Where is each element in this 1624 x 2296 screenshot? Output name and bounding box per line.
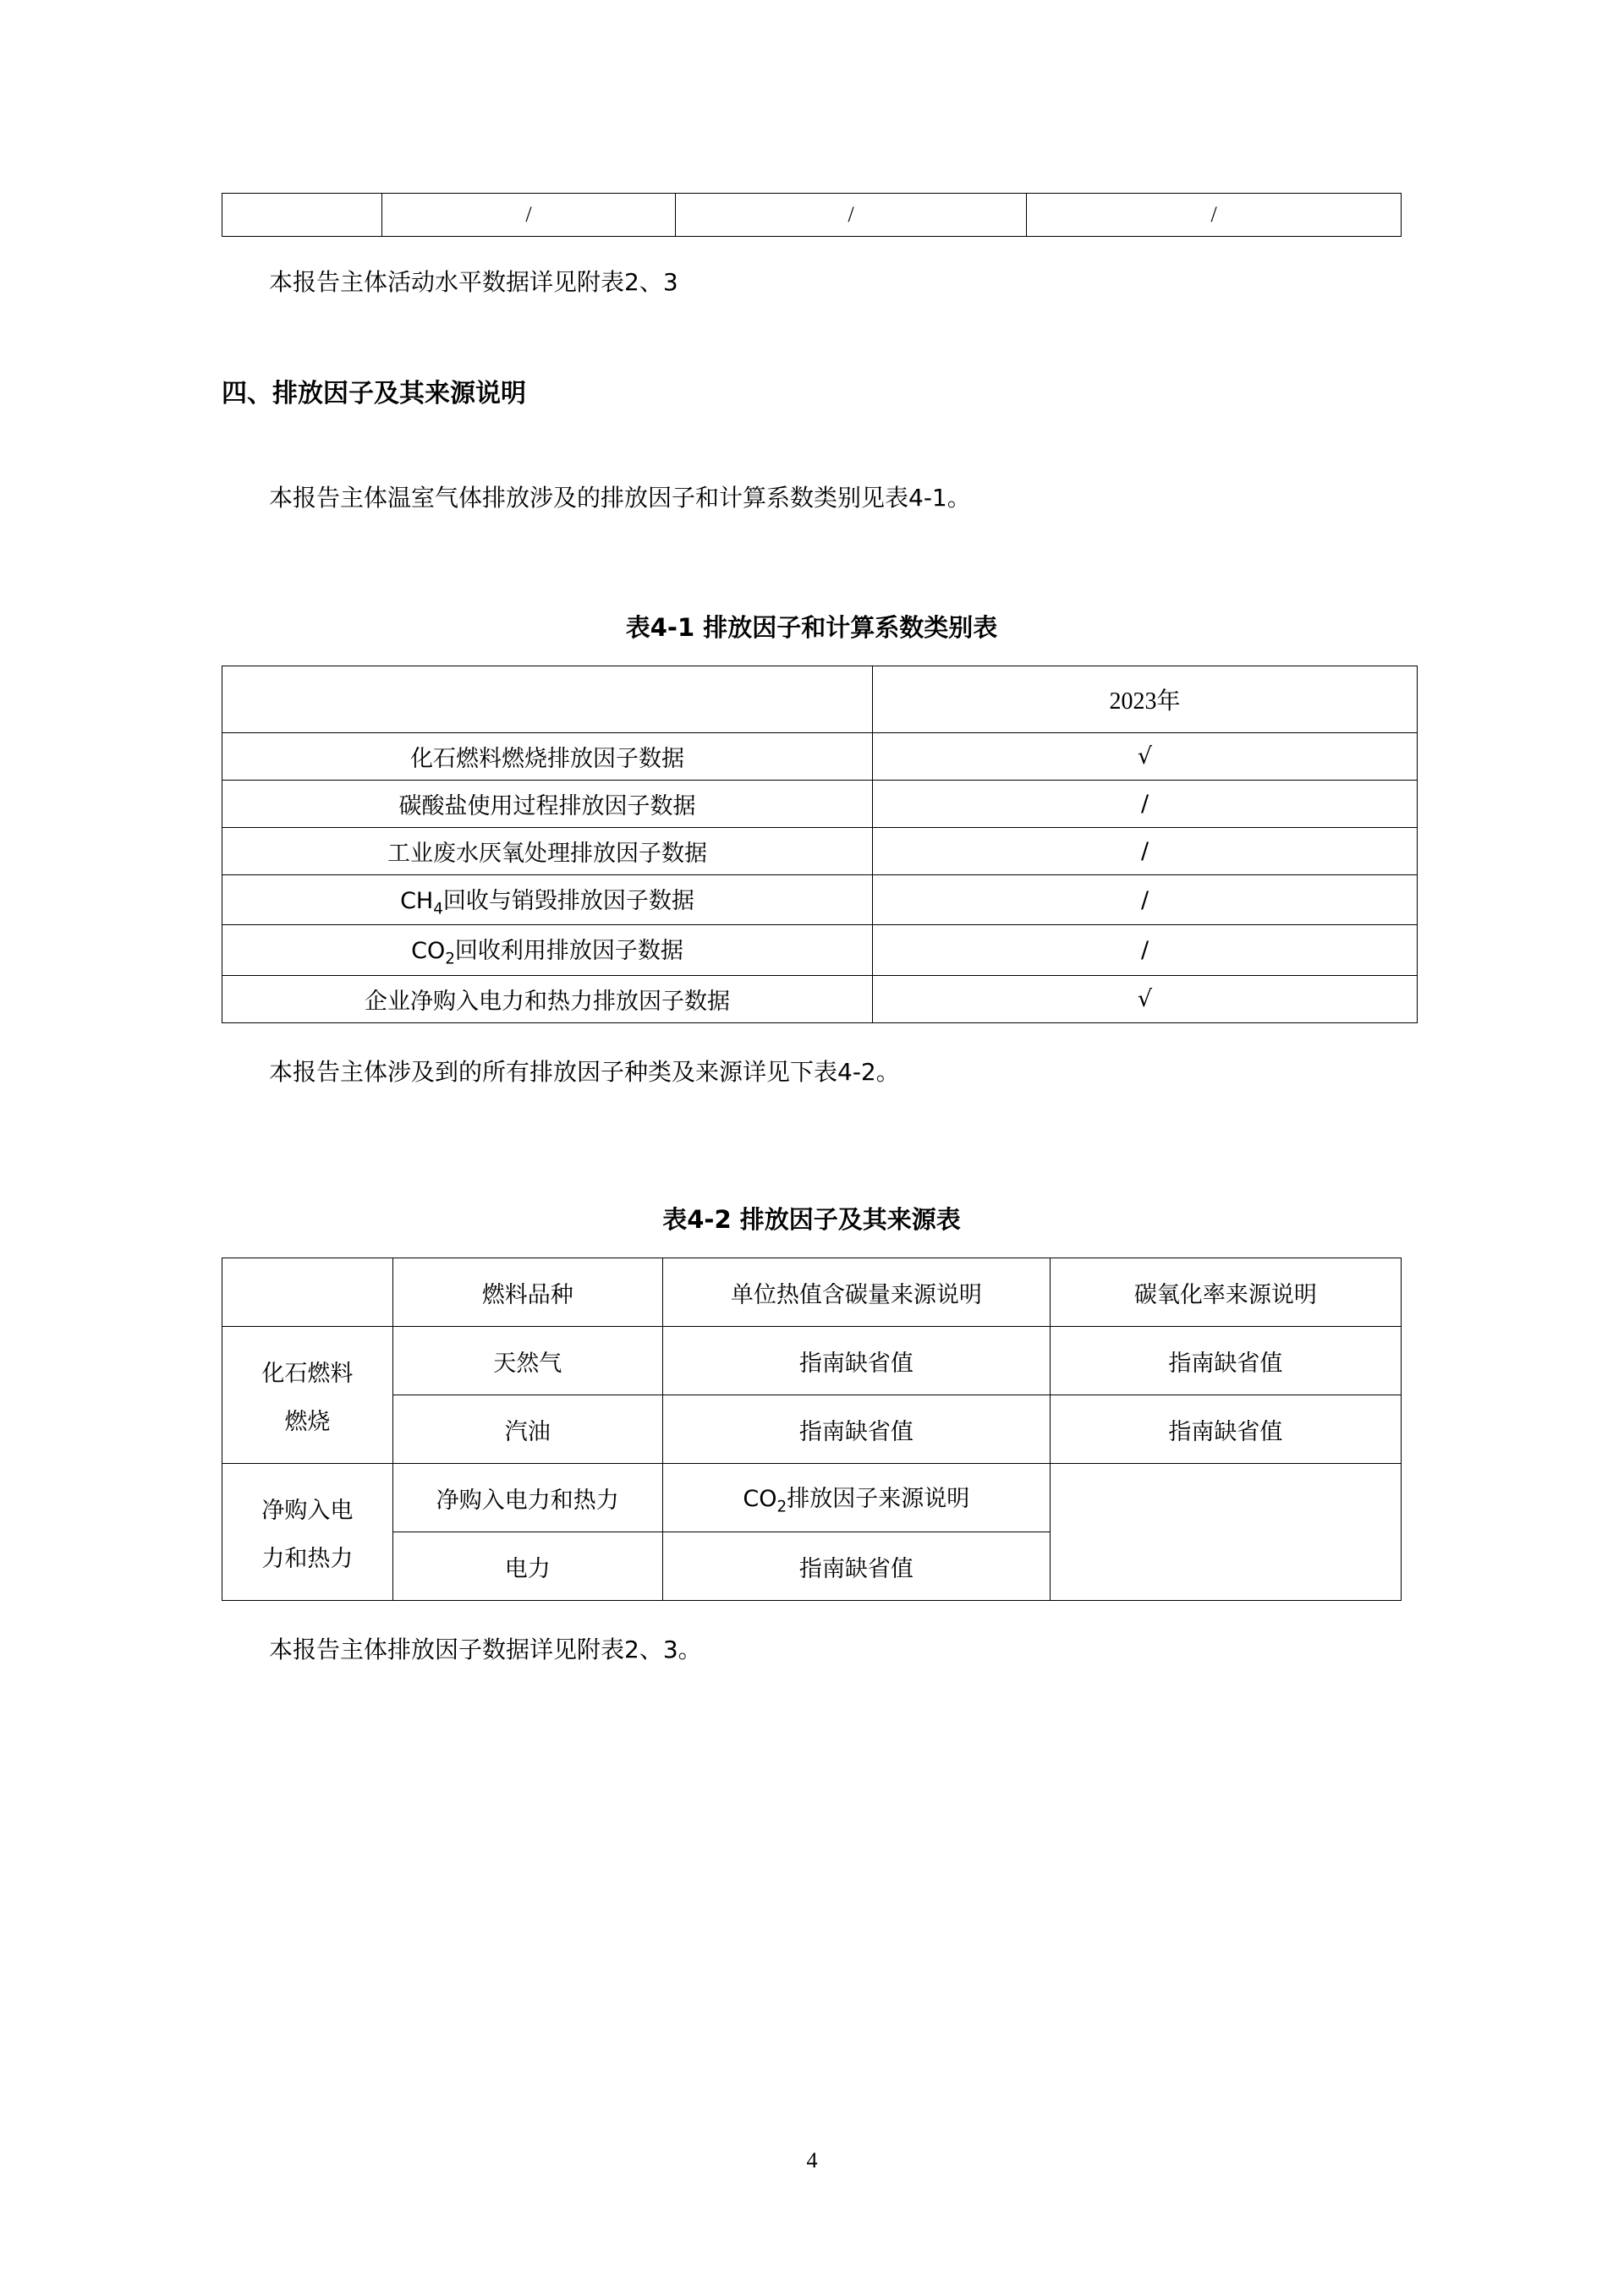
header-cell-carbon-content-source: 单位热值含碳量来源说明 — [662, 1258, 1050, 1327]
row-value-ch4-recovery: / — [873, 875, 1418, 925]
cell-slash-2: / — [675, 194, 1026, 237]
cell-carbon-source-natural-gas: 指南缺省值 — [662, 1327, 1050, 1395]
group-label-fossil-fuel-combustion — [222, 1327, 393, 1464]
ch4-base: CH — [400, 888, 434, 914]
table-row — [222, 194, 1402, 237]
row-label-ch4-recovery — [222, 875, 873, 925]
header-cell-oxidation-rate-source: 碳氧化率来源说明 — [1050, 1258, 1401, 1327]
table-row-header — [222, 1258, 1402, 1327]
table-row — [222, 1327, 1402, 1395]
header-cell-year: 2023年 — [873, 666, 1418, 733]
table-emission-factor-categories — [222, 666, 1418, 1023]
table41-caption: 表4-1 排放因子和计算系数类别表 — [625, 613, 998, 642]
cell-empty — [222, 194, 382, 237]
row-label-carbonate-use: 碳酸盐使用过程排放因子数据 — [222, 781, 873, 828]
row-label-wastewater-anaerobic: 工业废水厌氧处理排放因子数据 — [222, 828, 873, 875]
note-factor-data: 本报告主体排放因子数据详见附表2、3。 — [269, 1636, 702, 1663]
cell-oxidation-source-empty — [1050, 1464, 1401, 1601]
page-number: 4 — [806, 2148, 818, 2173]
cell-fuel-purchased-power-heat: 净购入电力和热力 — [392, 1464, 662, 1532]
cell-oxidation-source-natural-gas: 指南缺省值 — [1050, 1327, 1401, 1395]
header-cell-fuel-type: 燃料品种 — [392, 1258, 662, 1327]
cell-carbon-source-co2 — [662, 1464, 1050, 1532]
group-label-line2: 燃烧 — [284, 1408, 331, 1435]
section-heading: 四、排放因子及其来源说明 — [222, 379, 526, 408]
row-value-wastewater-anaerobic: / — [873, 828, 1418, 875]
paragraph-intro: 本报告主体温室气体排放涉及的排放因子和计算系数类别见表4-1。 — [269, 484, 971, 512]
cell-fuel-natural-gas: 天然气 — [392, 1327, 662, 1395]
row-label-purchased-power-heat: 企业净购入电力和热力排放因子数据 — [222, 975, 873, 1022]
table-row — [222, 1464, 1402, 1532]
row-label-co2-recovery — [222, 925, 873, 975]
cell-oxidation-source-gasoline: 指南缺省值 — [1050, 1395, 1401, 1464]
row-value-fossil-fuel-combustion: √ — [873, 733, 1418, 781]
table-row — [222, 781, 1418, 828]
table42-block — [222, 1201, 1406, 1670]
cell-carbon-source-electricity: 指南缺省值 — [662, 1532, 1050, 1601]
co2-subscript: 2 — [776, 1498, 787, 1516]
co2-base: CO — [411, 938, 446, 965]
ch4-subscript: 4 — [433, 900, 443, 918]
continued-table — [222, 193, 1402, 237]
co2-rest: 回收利用排放因子数据 — [454, 938, 683, 965]
cell-carbon-source-gasoline: 指南缺省值 — [662, 1395, 1050, 1464]
cell-slash-1: / — [382, 194, 676, 237]
table-row — [222, 733, 1418, 781]
co2-rest: 排放因子来源说明 — [787, 1485, 970, 1512]
header-cell-blank — [222, 666, 873, 733]
group-label-line1: 化石燃料 — [261, 1360, 354, 1387]
row-value-co2-recovery: / — [873, 925, 1418, 975]
table-row — [222, 975, 1418, 1022]
cell-slash-3: / — [1027, 194, 1402, 237]
table-row — [222, 828, 1418, 875]
co2-base: CO — [743, 1485, 777, 1512]
row-value-carbonate-use: / — [873, 781, 1418, 828]
co2-subscript: 2 — [445, 950, 455, 968]
row-value-purchased-power-heat: √ — [873, 975, 1418, 1022]
header-cell-blank — [222, 1258, 393, 1327]
table-row — [222, 875, 1418, 925]
paragraph-middle: 本报告主体涉及到的所有排放因子种类及来源详见下表4-2。 — [269, 1057, 900, 1086]
table41-block — [222, 609, 1406, 1092]
ch4-rest: 回收与销毁排放因子数据 — [442, 888, 694, 914]
group-label-line2: 力和热力 — [261, 1545, 354, 1572]
table-row-header — [222, 666, 1418, 733]
group-label-purchased-power-heat — [222, 1464, 393, 1601]
table-row — [222, 925, 1418, 975]
table-emission-factor-sources — [222, 1258, 1402, 1601]
cell-fuel-electricity: 电力 — [392, 1532, 662, 1601]
table-row — [222, 1395, 1402, 1464]
group-label-line1: 净购入电 — [261, 1497, 354, 1524]
row-label-fossil-fuel-combustion: 化石燃料燃烧排放因子数据 — [222, 733, 873, 781]
table42-caption: 表4-2 排放因子及其来源表 — [662, 1205, 961, 1234]
cell-fuel-gasoline: 汽油 — [392, 1395, 662, 1464]
note-activity-data: 本报告主体活动水平数据详见附表2、3 — [269, 268, 678, 296]
